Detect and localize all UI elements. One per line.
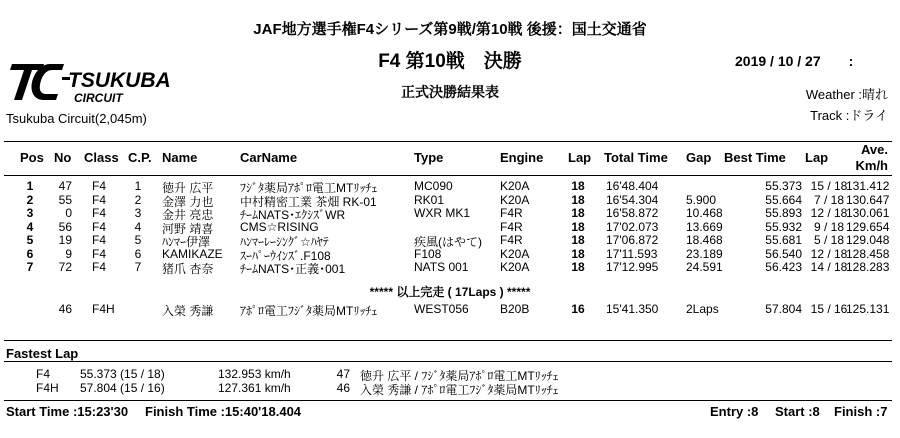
tc-logo-icon [4, 58, 214, 106]
cell-type: NATS 001 [414, 260, 469, 274]
cell-best: 55.893 [765, 206, 802, 220]
cell-cp: 5 [134, 233, 142, 247]
cell-engine: F4R [500, 206, 523, 220]
fastest-lap-title: Fastest Lap [6, 346, 79, 361]
cell-class: F4 [92, 260, 107, 274]
cell-engine: F4R [500, 219, 523, 234]
cell-total: 16'54.304 [606, 192, 659, 207]
cell-cp: 4 [134, 219, 142, 234]
cell-no: 56 [58, 219, 72, 234]
cell-ave: 130.061 [846, 206, 890, 220]
col-lap: Lap [568, 150, 592, 165]
cell-name: ﾊﾝﾏｰ伊澤 [162, 235, 211, 249]
cell-gap: 24.591 [686, 260, 723, 274]
results-subtitle: 正式決勝結果表 [401, 84, 499, 100]
cell-lap: 18 [571, 219, 585, 234]
table-row [0, 247, 900, 261]
table-row [0, 206, 900, 220]
cell-name: KAMIKAZE [162, 246, 223, 261]
cell-engine: K20A [500, 260, 530, 274]
footer-rule [4, 400, 892, 401]
cell-ave: 131.412 [846, 179, 890, 193]
cell-car: CMS☆RISING [240, 219, 319, 234]
cell-gap: 2Laps [686, 302, 719, 316]
weather-label: Weather :晴れ [805, 87, 888, 102]
cell-engine: F4R [500, 233, 523, 247]
col-carname: CarName [240, 150, 298, 165]
table-row [0, 220, 900, 234]
cell-blap: 9 / 18 [813, 219, 845, 234]
cell-engine: K20A [500, 192, 530, 207]
svg-text:TSUKUBA: TSUKUBA [68, 69, 171, 92]
cell-blap: 14 / 18 [810, 260, 848, 274]
cell-no: 72 [58, 260, 72, 274]
col-total-time: Total Time [604, 150, 668, 165]
cell-ave: 129.048 [846, 233, 890, 247]
cell-pos: 6 [26, 246, 34, 261]
cell-class: F4 [92, 206, 107, 220]
cell-cp: 7 [134, 260, 142, 274]
cell-pos: 5 [26, 233, 34, 247]
cell-car: ﾁｰﾑNATS･ｴｸｼｽﾞWR [240, 208, 346, 222]
cell-car: ﾊﾝﾏｰﾚｰｼﾝｸﾞ☆ﾊﾔﾃ [240, 235, 329, 249]
cell-total: 17'06.872 [606, 233, 659, 247]
cell-gap: 23.189 [686, 246, 723, 261]
finish-count: Finish :7 [834, 404, 888, 419]
cell-gap: 10.468 [686, 206, 723, 220]
cell-name: 金澤 力也 [162, 194, 214, 209]
cell-lap: 18 [571, 179, 585, 193]
track-condition-label: Track :ドライ [810, 108, 888, 123]
cell-no: 46 [58, 302, 72, 316]
col-class: Class [84, 150, 119, 165]
cell-cp: 3 [134, 206, 142, 220]
fastest-lap-rule [4, 361, 892, 362]
table-row [0, 179, 900, 193]
cell-blap: 15 / 18 [810, 179, 848, 193]
cell-ave: 128.283 [846, 260, 890, 274]
cell-total: 16'58.872 [606, 206, 659, 220]
fastest-lap-top-rule [4, 340, 892, 341]
cell-total: 17'11.593 [606, 246, 658, 261]
cell-class: F4 [92, 219, 107, 234]
cell-no: 9 [65, 246, 72, 261]
table-header-rule [4, 175, 892, 176]
col-type: Type [414, 150, 444, 165]
cell-gap: 13.669 [686, 219, 723, 234]
cell-total: 15'41.350 [606, 302, 659, 316]
cell-best: 56.540 [765, 246, 802, 261]
cell-class: F4 [92, 246, 107, 261]
cell-car: ｽｰﾊﾟｰｳｲﾝｽﾞ.F108 [240, 248, 331, 263]
fastest-lap-driver: 入榮 秀謙 / ｱﾎﾟﾛ電工ﾌｼﾞﾀ薬局MTﾘｯﾁｪ [360, 383, 559, 397]
table-row [0, 193, 900, 207]
cell-type: WXR MK1 [414, 206, 471, 220]
table-row [0, 302, 900, 316]
svg-text:CIRCUIT: CIRCUIT [74, 91, 123, 105]
cell-class: F4 [92, 192, 107, 207]
cell-no: 47 [58, 179, 72, 193]
series-title: JAF地方選手権F4シリーズ第9戦/第10戦 後援：国土交通省 [253, 21, 647, 38]
col-best-time: Best Time [724, 150, 786, 165]
cell-pos: 7 [26, 260, 34, 274]
cell-ave: 130.647 [846, 192, 890, 207]
cell-car: ｱﾎﾟﾛ電工ﾌｼﾞﾀ薬局MTﾘｯﾁｪ [240, 304, 378, 318]
finish-time: Finish Time :15:40'18.404 [145, 404, 302, 419]
cell-name: 猪爪 杏奈 [162, 262, 214, 276]
start-count: Start :8 [775, 404, 820, 419]
table-row [0, 260, 900, 274]
cell-gap: 18.468 [686, 233, 723, 247]
cell-cp: 2 [134, 192, 142, 207]
start-time: Start Time :15:23'30 [6, 404, 129, 419]
table-row [0, 233, 900, 247]
entry-count: Entry :8 [710, 404, 759, 419]
cell-type: MC090 [414, 179, 453, 193]
col-best-lap: Lap [805, 150, 829, 165]
cell-total: 16'48.404 [606, 179, 659, 193]
race-title: F4 第10戦 決勝 [378, 51, 522, 72]
cell-best: 56.423 [765, 260, 802, 274]
cell-best: 55.373 [765, 179, 802, 193]
cell-blap: 15 / 16 [810, 302, 848, 316]
cell-blap: 12 / 18 [810, 206, 848, 220]
cell-lap: 18 [571, 260, 585, 274]
cell-pos: 2 [26, 192, 34, 207]
cell-lap: 18 [571, 192, 585, 207]
cell-lap: 16 [571, 302, 585, 316]
cell-cp: 1 [134, 179, 142, 193]
cell-cp: 6 [134, 246, 142, 261]
cell-lap: 18 [571, 246, 585, 261]
cell-no: 19 [58, 233, 72, 247]
race-date: 2019 / 10 / 27 : [735, 53, 854, 69]
fastest-lap-driver: 徳升 広平 / ﾌｼﾞﾀ薬局ｱﾎﾟﾛ電工MTﾘｯﾁｪ [360, 369, 559, 383]
cell-best: 55.664 [765, 192, 802, 207]
cell-best: 55.681 [765, 233, 802, 247]
cell-pos: 3 [26, 206, 34, 220]
cell-car: ﾌｼﾞﾀ薬局ｱﾎﾟﾛ電工MTﾘｯﾁｪ [240, 181, 378, 195]
cell-gap: 5.900 [686, 192, 717, 207]
fastest-lap-time: 57.804 (15 / 16) [80, 381, 165, 395]
cell-type: 疾風(はやて) [414, 235, 482, 249]
cell-blap: 5 / 18 [813, 233, 845, 247]
tsukuba-circuit-logo [4, 58, 214, 106]
cell-no: 55 [58, 192, 72, 207]
cell-best: 55.932 [765, 219, 802, 234]
cell-ave: 128.458 [846, 246, 890, 261]
fastest-lap-time: 55.373 (15 / 18) [80, 367, 165, 381]
cell-engine: K20A [500, 246, 530, 261]
col-cp: C.P. [128, 150, 152, 165]
cell-total: 17'12.995 [606, 260, 659, 274]
cell-lap: 18 [571, 206, 585, 220]
cell-pos: 1 [26, 179, 34, 193]
cell-name: 河野 靖喜 [162, 221, 214, 236]
cell-lap: 18 [571, 233, 585, 247]
cell-car: ﾁｰﾑNATS･正義･001 [240, 262, 346, 276]
fastest-lap-class: F4 [36, 367, 51, 381]
fastest-lap-speed: 127.361 km/h [218, 381, 291, 395]
cell-name: 入榮 秀謙 [162, 304, 214, 318]
cell-car: 中村精密工業 茶畑 RK-01 [240, 194, 377, 209]
col-no: No [54, 150, 72, 165]
cell-class: F4 [92, 233, 107, 247]
cell-blap: 12 / 18 [810, 246, 848, 261]
cell-name: 徳升 広平 [162, 181, 214, 195]
cell-class: F4 [92, 179, 107, 193]
col-gap: Gap [686, 150, 712, 165]
cell-class: F4H [92, 302, 115, 316]
cell-type: RK01 [414, 192, 445, 207]
cell-type: WEST056 [414, 302, 469, 316]
fastest-lap-class: F4H [36, 381, 59, 395]
col-ave-unit: Km/h [855, 158, 888, 173]
cell-engine: K20A [500, 179, 530, 193]
col-name: Name [162, 150, 198, 165]
circuit-name: Tsukuba Circuit(2,045m) [6, 111, 147, 126]
cell-best: 57.804 [765, 302, 802, 316]
cell-engine: B20B [500, 302, 530, 316]
fastest-lap-no: 46 [336, 381, 350, 395]
fastest-lap-no: 47 [336, 367, 350, 381]
col-ave: Ave. [861, 142, 888, 157]
table-top-rule [4, 141, 892, 142]
finish-note: ***** 以上完走 ( 17Laps ) ***** [369, 285, 531, 299]
cell-ave: 125.131 [846, 302, 890, 316]
fastest-lap-speed: 132.953 km/h [218, 367, 291, 381]
cell-name: 金井 亮忠 [162, 208, 214, 222]
cell-total: 17'02.073 [606, 219, 659, 234]
cell-no: 0 [65, 206, 72, 220]
cell-blap: 7 / 18 [813, 192, 845, 207]
cell-pos: 4 [26, 219, 34, 234]
cell-type: F108 [414, 246, 442, 261]
col-engine: Engine [500, 150, 544, 165]
cell-ave: 129.654 [846, 219, 890, 234]
col-pos: Pos [20, 150, 44, 165]
